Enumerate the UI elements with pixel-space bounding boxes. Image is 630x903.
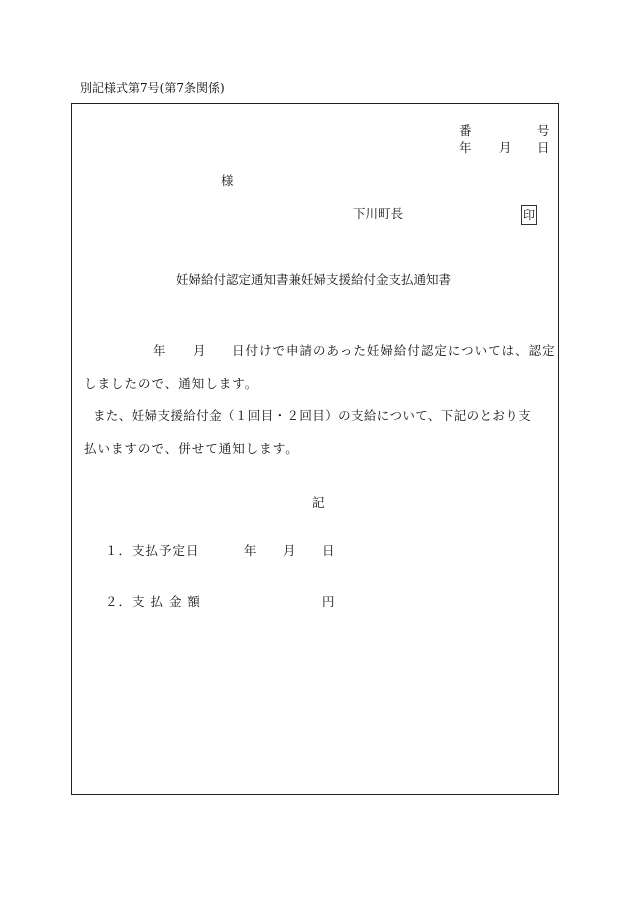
document-frame (71, 103, 559, 795)
item-payment-date-year: 年 (244, 543, 257, 558)
recipient-suffix: 様 (221, 173, 234, 188)
body-paragraph-line3: また、妊婦支援給付金（１回目・２回目）の支給について、下記のとおり支 (93, 408, 532, 423)
header-year-label: 年 (459, 140, 472, 155)
item-payment-amount-label: ２．支 払 金 額 (105, 594, 201, 609)
ki-heading: 記 (312, 495, 325, 510)
item-payment-date-label: １．支払予定日 (105, 543, 200, 558)
body-year-label: 年 (153, 343, 166, 358)
item-payment-date-day: 日 (322, 543, 335, 558)
number-label-go: 号 (537, 123, 550, 138)
seal-mark: 印 (521, 205, 537, 225)
form-number-label: 別記様式第7号(第7条関係) (80, 81, 225, 95)
body-paragraph-line1: 日付けで申請のあった妊婦給付認定については、認定 (232, 343, 556, 358)
item-payment-amount-unit: 円 (322, 594, 335, 609)
header-month-label: 月 (499, 140, 512, 155)
number-label-ban: 番 (459, 123, 472, 138)
issuer-name: 下川町長 (353, 206, 404, 221)
document-title: 妊婦給付認定通知書兼妊婦支援給付金支払通知書 (176, 272, 452, 287)
body-paragraph-line4: 払いますので、併せて通知します。 (84, 441, 299, 456)
item-payment-date-month: 月 (283, 543, 296, 558)
body-paragraph-line2: しましたので、通知します。 (84, 376, 259, 391)
header-day-label: 日 (537, 140, 550, 155)
body-month-label: 月 (193, 343, 206, 358)
